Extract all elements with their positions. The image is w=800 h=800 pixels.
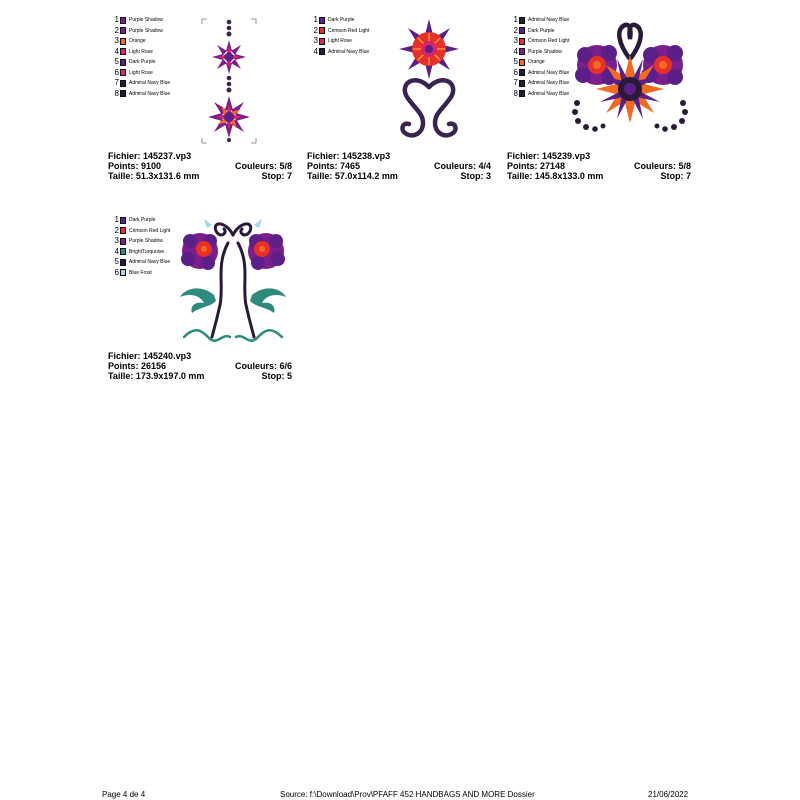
thread-name: Dark Purple — [129, 59, 156, 66]
palette-row — [112, 47, 192, 58]
color-swatch — [120, 38, 126, 45]
file-line: Fichier: 145237.vp3 — [108, 151, 192, 161]
thread-name: Light Rose — [129, 69, 153, 76]
thread-name: Purple Shadow — [528, 48, 562, 55]
color-swatch — [519, 90, 525, 97]
design-preview-flower-scroll — [393, 17, 465, 147]
file-line: Fichier: 145238.vp3 — [307, 151, 391, 161]
palette-number: 2 — [313, 25, 318, 35]
palette-number: 6 — [114, 267, 119, 277]
design-info — [108, 151, 292, 181]
stop-line: Stop: 7 — [660, 171, 691, 181]
color-swatch — [519, 59, 525, 66]
thread-name: BrightTurquoise — [129, 248, 165, 255]
color-swatch — [319, 38, 325, 45]
palette-number: 2 — [513, 25, 518, 35]
palette-number: 7 — [114, 78, 119, 88]
palette-row — [112, 57, 192, 68]
palette-row — [112, 68, 192, 79]
palette-number: 2 — [114, 25, 119, 35]
thread-name: Admiral Navy Blue — [528, 80, 570, 87]
thread-name: Admiral Navy Blue — [129, 90, 171, 97]
palette-row — [311, 47, 391, 58]
color-swatch — [519, 17, 525, 24]
size-line: Taille: 145.8x133.0 mm — [507, 171, 604, 181]
thread-name: Purple Shadow — [129, 238, 163, 245]
palette-row — [112, 26, 192, 37]
color-swatch — [120, 27, 126, 34]
design-card-145239 — [507, 15, 691, 190]
palette-number: 6 — [513, 67, 518, 77]
thread-name: Orange — [129, 38, 146, 45]
design-info — [307, 151, 491, 181]
palette-number: 3 — [313, 36, 318, 46]
palette-number: 4 — [513, 46, 518, 56]
thread-name: Admiral Navy Blue — [328, 48, 370, 55]
thread-name: Purple Shadow — [129, 17, 163, 24]
points-line: Points: 7465 — [307, 161, 361, 171]
palette-number: 1 — [114, 15, 119, 25]
design-info — [108, 351, 292, 381]
palette-number: 8 — [513, 88, 518, 98]
colors-line: Couleurs: 5/8 — [633, 161, 691, 171]
thread-name: Admiral Navy Blue — [528, 17, 570, 24]
color-palette — [311, 15, 391, 57]
colors-line: Couleurs: 6/6 — [234, 361, 292, 371]
design-card-145237 — [108, 15, 292, 190]
color-swatch — [120, 48, 126, 55]
colors-line: Couleurs: 5/8 — [234, 161, 292, 171]
file-line: Fichier: 145239.vp3 — [507, 151, 591, 161]
palette-number: 1 — [513, 15, 518, 25]
thread-name: Light Rose — [129, 48, 153, 55]
palette-number: 4 — [114, 46, 119, 56]
thread-name: Crimson Red Light — [528, 38, 570, 45]
thread-name: Admiral Navy Blue — [129, 80, 171, 87]
palette-row — [112, 15, 192, 26]
color-swatch — [120, 59, 126, 66]
palette-number: 4 — [313, 46, 318, 56]
thread-name: Blue Frost — [129, 269, 152, 276]
palette-number: 2 — [114, 225, 119, 235]
palette-row — [112, 89, 192, 100]
color-swatch — [519, 38, 525, 45]
palette-row — [311, 15, 391, 26]
palette-row — [112, 78, 192, 89]
design-preview-flower-bouquet — [569, 19, 691, 145]
color-swatch — [120, 227, 126, 234]
thread-name: Admiral Navy Blue — [129, 259, 171, 266]
design-card-145240 — [108, 215, 292, 390]
stop-line: Stop: 3 — [460, 171, 491, 181]
page-number: Page 4 de 4 — [102, 790, 146, 799]
color-swatch — [319, 48, 325, 55]
thread-name: Dark Purple — [328, 17, 355, 24]
palette-number: 3 — [513, 36, 518, 46]
design-preview-vertical-flowers — [200, 17, 258, 145]
thread-name: Crimson Red Light — [129, 227, 171, 234]
palette-number: 3 — [114, 236, 119, 246]
palette-number: 5 — [114, 57, 119, 67]
size-line: Taille: 173.9x197.0 mm — [108, 371, 205, 381]
points-line: Points: 27148 — [507, 161, 566, 171]
color-swatch — [120, 248, 126, 255]
palette-number: 1 — [313, 15, 318, 25]
palette-number: 4 — [114, 246, 119, 256]
color-swatch — [120, 259, 126, 266]
palette-number: 5 — [513, 57, 518, 67]
thread-name: Orange — [528, 59, 545, 66]
thread-name: Crimson Red Light — [328, 27, 370, 34]
color-swatch — [120, 217, 126, 224]
color-swatch — [319, 27, 325, 34]
color-swatch — [519, 69, 525, 76]
color-swatch — [319, 17, 325, 24]
size-line: Taille: 57.0x114.2 mm — [307, 171, 398, 181]
design-preview-flower-stems — [174, 215, 292, 345]
palette-number: 1 — [114, 215, 119, 225]
stop-line: Stop: 5 — [261, 371, 292, 381]
palette-number: 7 — [513, 78, 518, 88]
palette-row — [311, 26, 391, 37]
palette-number: 3 — [114, 36, 119, 46]
stop-line: Stop: 7 — [261, 171, 292, 181]
thread-name: Admiral Navy Blue — [528, 90, 570, 97]
color-swatch — [519, 27, 525, 34]
print-date: 21/06/2022 — [648, 790, 689, 799]
thread-name: Admiral Navy Blue — [528, 69, 570, 76]
color-swatch — [120, 269, 126, 276]
file-line: Fichier: 145240.vp3 — [108, 351, 192, 361]
thread-name: Dark Purple — [129, 217, 156, 224]
palette-number: 8 — [114, 88, 119, 98]
color-swatch — [519, 80, 525, 87]
palette-number: 5 — [114, 257, 119, 267]
palette-row — [112, 36, 192, 47]
points-line: Points: 9100 — [108, 161, 162, 171]
source-path: Source: f:\Download\Prov\PFAFF 452 HANDBAGS AND MORE Dossier — [280, 790, 535, 799]
design-info — [507, 151, 691, 181]
color-swatch — [120, 69, 126, 76]
color-swatch — [519, 48, 525, 55]
color-swatch — [120, 238, 126, 245]
color-swatch — [120, 17, 126, 24]
design-card-145238 — [307, 15, 491, 190]
thread-name: Dark Purple — [528, 27, 555, 34]
palette-number: 6 — [114, 67, 119, 77]
color-swatch — [120, 90, 126, 97]
thread-name: Purple Shadow — [129, 27, 163, 34]
colors-line: Couleurs: 4/4 — [433, 161, 491, 171]
color-swatch — [120, 80, 126, 87]
thread-name: Light Rose — [328, 38, 352, 45]
points-line: Points: 26156 — [108, 361, 167, 371]
palette-row — [311, 36, 391, 47]
size-line: Taille: 51.3x131.6 mm — [108, 171, 200, 181]
color-palette — [112, 15, 192, 99]
